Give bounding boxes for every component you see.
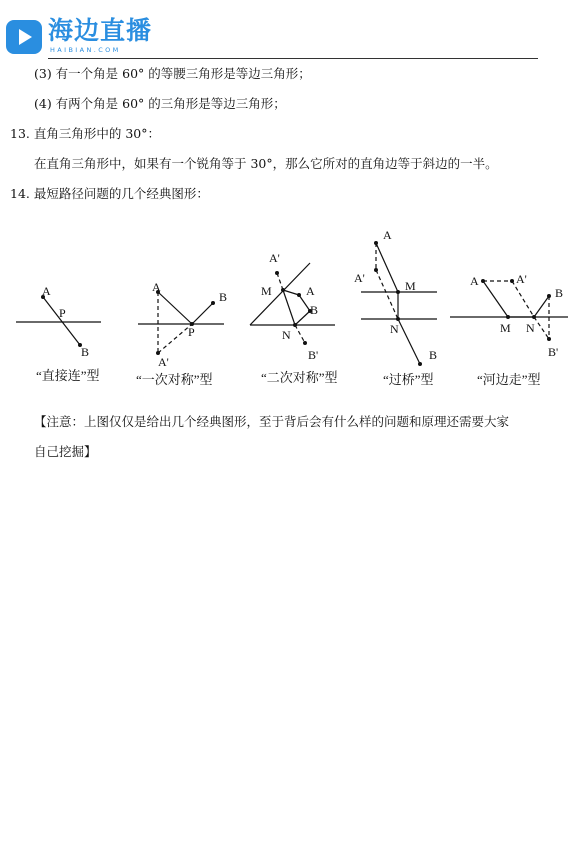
label-m: M [261,284,272,298]
label-a: A [306,284,315,298]
caption-double-reflection: “二次对称”型 [261,370,338,385]
label-b: B [555,286,564,300]
caption-direct: “直接连”型 [36,368,100,383]
label-b: B [219,290,228,304]
item-4: (4) 有两个角是 60° 的三角形是等边三角形； [34,96,286,111]
label-n: N [526,321,535,335]
logo-subtext: HAIBIAN.COM [50,46,121,54]
item-3: (3) 有一个角是 60° 的等腰三角形是等边三角形； [34,66,311,81]
label-b-prime: B' [308,348,319,362]
note-line-1: 【注意：上图仅仅是给出几个经典图形，至于背后会有什么样的问题和原理还需要大家 [34,414,510,429]
caption-bridge: “过桥”型 [383,372,434,387]
label-a-prime: A' [158,355,169,369]
shortest-path-figures [0,215,572,395]
question-14-title: 14. 最短路径问题的几个经典图形： [10,186,209,201]
question-13-title: 13. 直角三角形中的 30°： [10,126,160,141]
label-n: N [390,322,399,336]
header [0,0,572,62]
label-a-prime: A' [516,272,527,286]
play-logo-icon [6,20,42,54]
caption-single-reflection: “一次对称”型 [136,372,213,387]
caption-riverside: “河边走”型 [477,372,541,387]
header-divider [48,58,538,59]
label-b-prime: B' [548,345,559,359]
question-13-body: 在直角三角形中，如果有一个锐角等于 30°，那么它所对的直角边等于斜边的一半。 [34,156,498,171]
note-line-2: 自己挖掘】 [34,444,97,459]
label-a: A [42,284,51,298]
label-a-prime: A' [269,251,280,265]
label-n: N [282,328,291,342]
label-a-prime: A' [354,271,365,285]
label-m: M [405,279,416,293]
label-p: P [188,325,195,339]
label-a: A [152,280,161,294]
label-a: A [383,228,392,242]
label-b: B [81,345,90,359]
label-p: P [59,306,66,320]
label-b: B [429,348,438,362]
label-m: M [500,321,511,335]
label-b: B [310,303,319,317]
label-a: A [470,274,479,288]
logo-text: 海边直播 [48,16,153,45]
